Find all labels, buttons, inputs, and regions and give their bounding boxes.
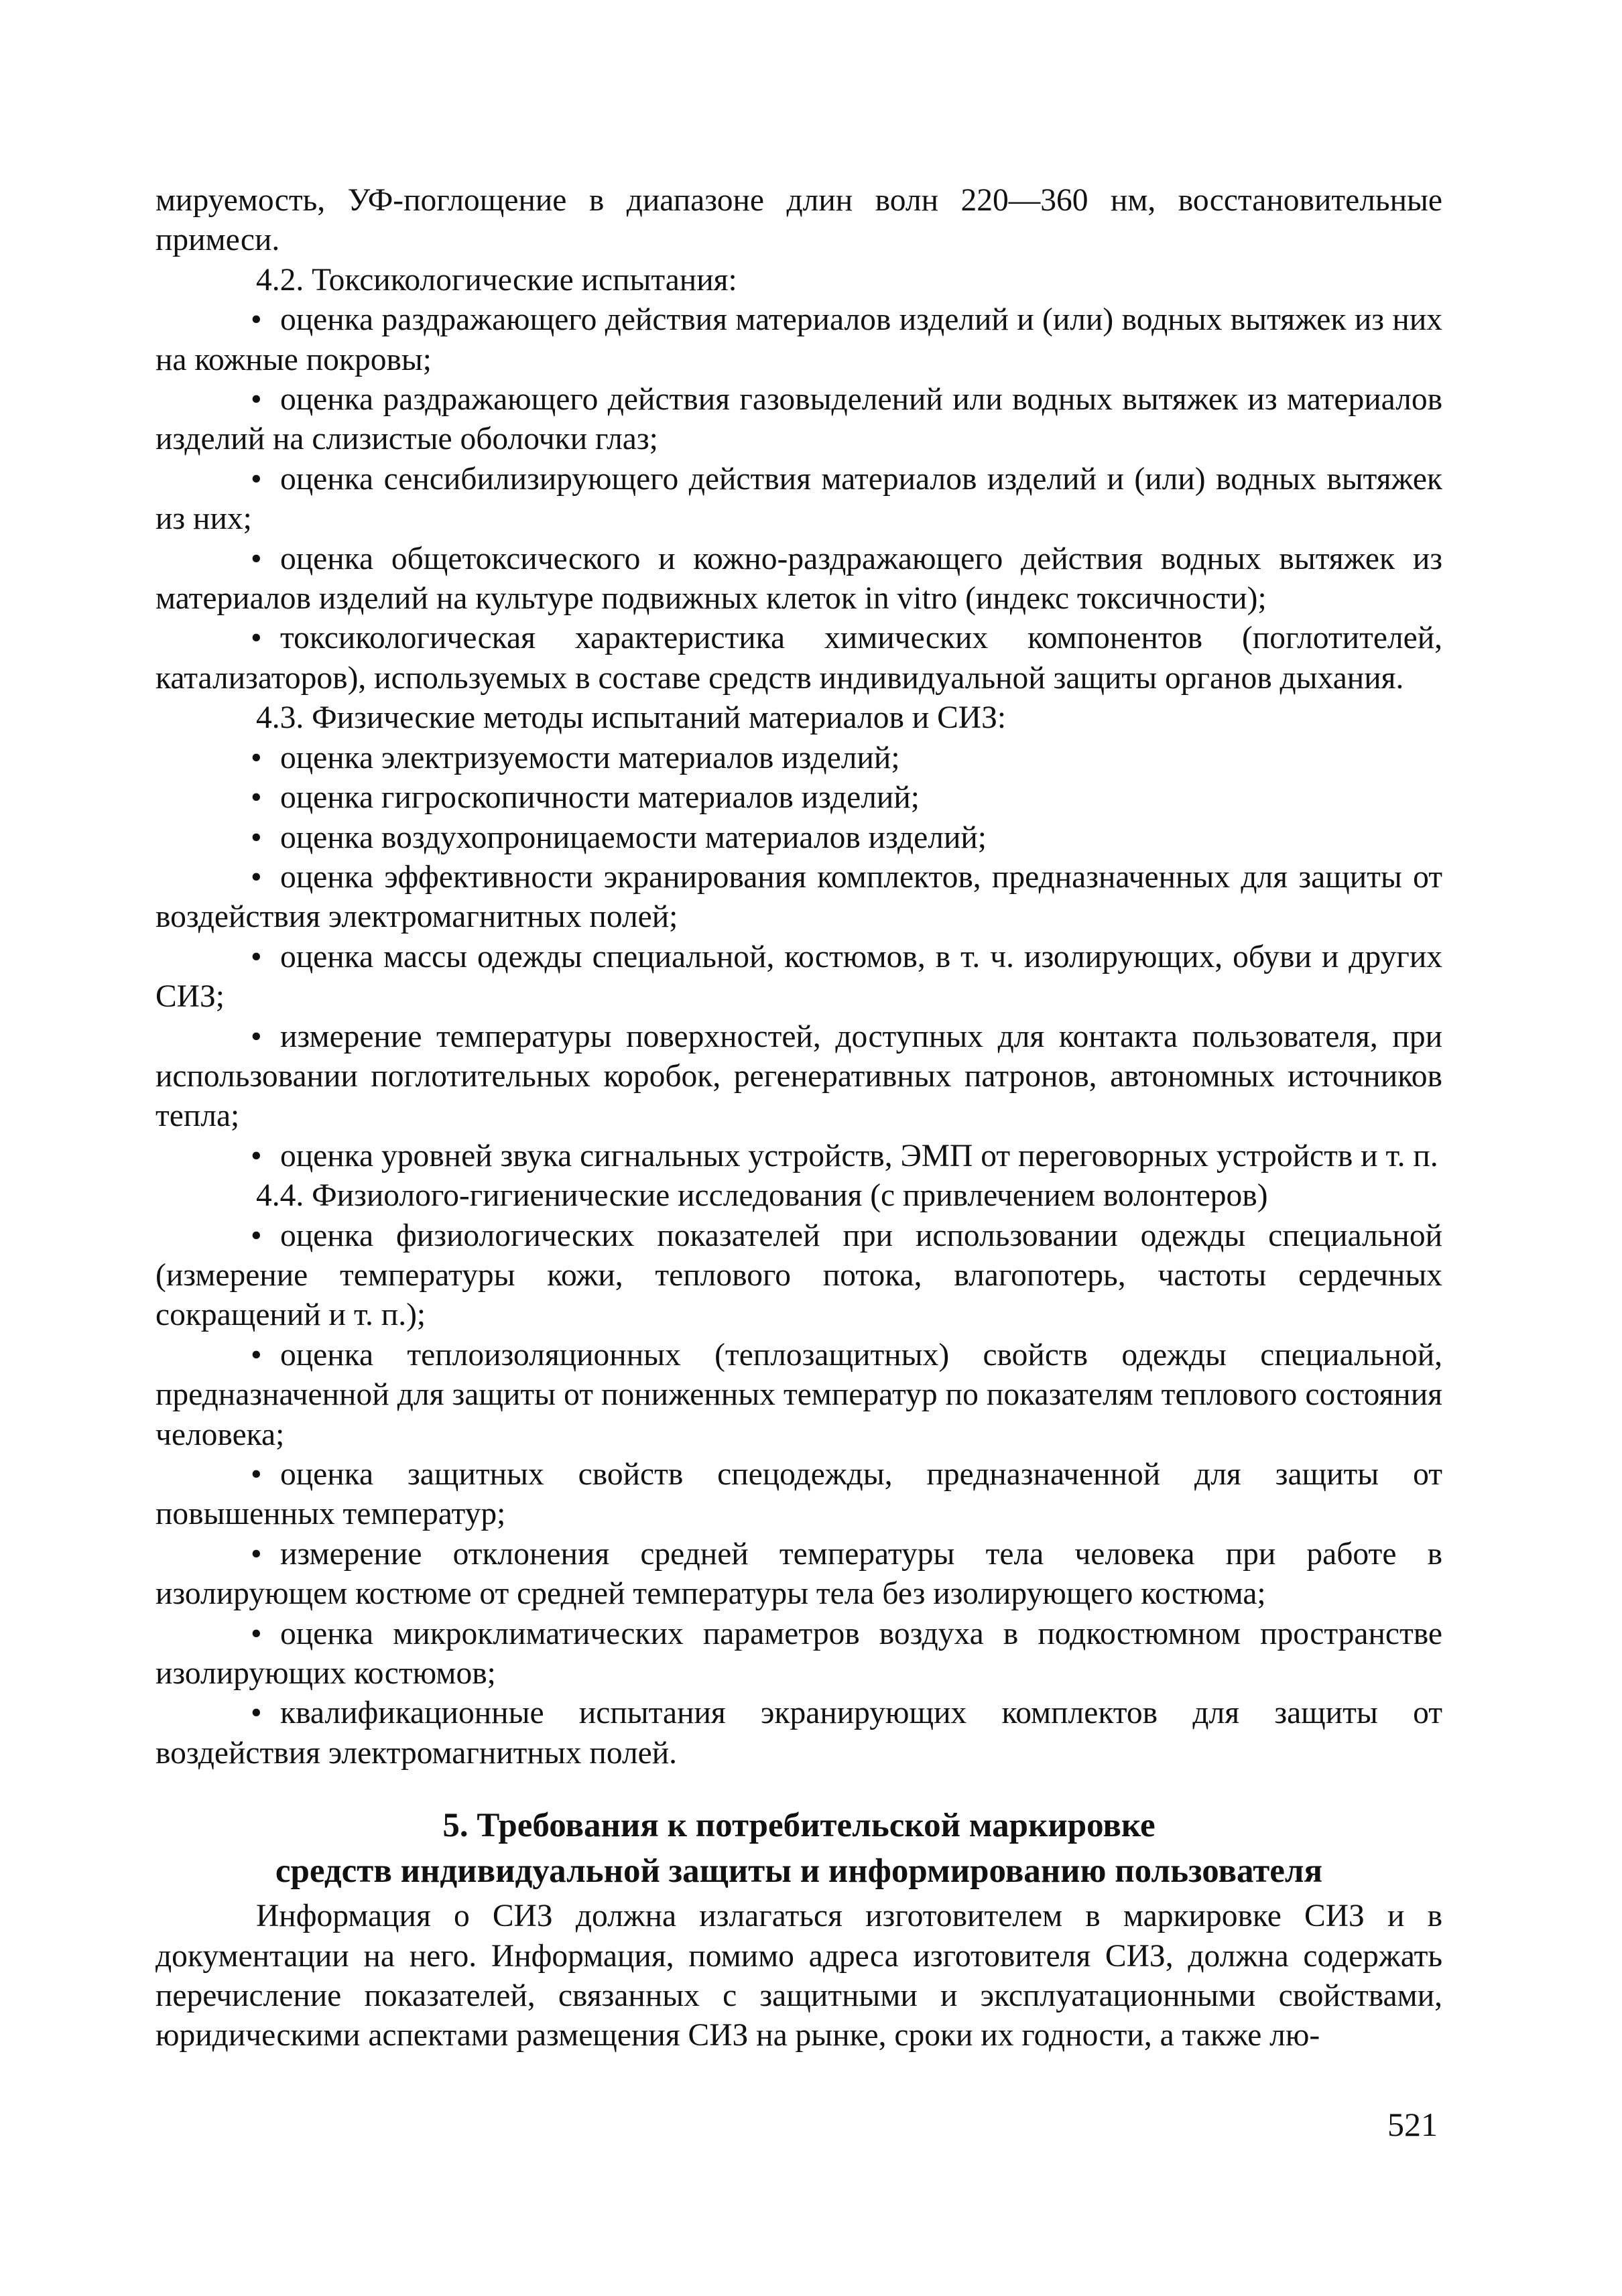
- list-item: [155, 778, 1442, 818]
- list-item: [155, 380, 1442, 460]
- list-item-text: оценка микроклиматических параметров воздуха в подкостюмном пространстве изолирующих костюмов;: [155, 1616, 1442, 1692]
- list-item: [155, 539, 1442, 619]
- bullet-icon: •: [251, 621, 262, 656]
- list-item-text: оценка теплоизоляционных (теплозащитных) свойств одежды специальной, предназначенной для защиты от пониженных температур по показателям теплового состояния человека;: [155, 1337, 1442, 1452]
- list-item: [155, 1017, 1442, 1137]
- list-item-text: оценка физиологических показателей при использовании одежды специальной (измерение температуры кожи, теплового потока, влагопотерь, частоты сердечных сокращений и т. п.);: [155, 1218, 1442, 1333]
- list-item: [155, 1216, 1442, 1336]
- bullet-icon: •: [251, 461, 262, 497]
- intro-paragraph: мируемость, УФ-поглощение в диапазоне длин волн 220—360 нм, восстановительные примеси.: [155, 183, 1442, 258]
- list-item-text: измерение отклонения средней температуры тела человека при работе в изолирующем костюме от средней температуры тела без изолирующего костюма;: [155, 1536, 1442, 1612]
- list-item: [155, 1535, 1442, 1614]
- list-item-text: оценка раздражающего действия газовыделений или водных вытяжек из материалов изделий на слизистые оболочки глаз;: [155, 382, 1442, 457]
- list-item-text: оценка эффективности экранирования комплектов, предназначенных для защиты от воздействия электромагнитных полей;: [155, 859, 1442, 935]
- list-item-text: измерение температуры поверхностей, доступных для контакта пользователя, при использовании поглотительных коробок, регенеративных патронов, автономных источников тепла;: [155, 1019, 1442, 1134]
- bullet-icon: •: [251, 780, 262, 816]
- section-4-2-title: 4.2. Токсикологические испытания:: [256, 262, 737, 298]
- bullet-icon: •: [251, 1337, 262, 1373]
- section-5-heading-line-2: средств индивидуальной защиты и информированию пользователя: [275, 1852, 1323, 1891]
- bullet-icon: •: [251, 1218, 262, 1253]
- list-item: [155, 818, 1442, 858]
- list-item: [155, 1336, 1442, 1455]
- list-item-text: оценка массы одежды специальной, костюмов, в т. ч. изолирующих, обуви и других СИЗ;: [155, 939, 1442, 1015]
- bullet-icon: •: [251, 1138, 262, 1173]
- section-4-3-title: 4.3. Физические методы испытаний материалов и СИЗ:: [256, 700, 1007, 736]
- page-number: 521: [1387, 2106, 1438, 2143]
- list-item-text: оценка раздражающего действия материалов изделий и (или) водных вытяжек из них на кожные покровы;: [155, 302, 1442, 377]
- list-item: [155, 1137, 1442, 1176]
- list-item: [155, 300, 1442, 380]
- list-item-text: оценка воздухопроницаемости материалов изделий;: [280, 820, 987, 855]
- section-5-paragraph: Информация о СИЗ должна излагаться изготовителем в маркировке СИЗ и в документации на него. Информация, помимо адреса изготовителя СИЗ, должна содержать перечисление показателей, связанных с защитными и эксплуатационными свойствами, юридическими аспектами размещения СИЗ на рынке, сроки их годности, а также лю-: [155, 1899, 1442, 2053]
- bullet-icon: •: [251, 1457, 262, 1492]
- bullet-icon: •: [251, 1536, 262, 1572]
- list-item: [155, 1694, 1442, 1773]
- list-item-text: оценка гигроскопичности материалов изделий;: [280, 780, 920, 816]
- list-item-text: токсикологическая характеристика химических компонентов (поглотителей, катализаторов), используемых в составе средств индивидуальной защиты органов дыхания.: [155, 621, 1442, 696]
- section-4-4-title: 4.4. Физиолого-гигиенические исследования (с привлечением волонтеров): [256, 1178, 1268, 1214]
- list-item: [155, 938, 1442, 1017]
- bullet-icon: •: [251, 1616, 262, 1651]
- page-body: [155, 181, 1442, 2056]
- list-item-text: квалификационные испытания экранирующих комплектов для защиты от воздействия электромагнитных полей.: [155, 1696, 1442, 1771]
- list-item: [155, 1614, 1442, 1694]
- list-item-text: оценка сенсибилизирующего действия материалов изделий и (или) водных вытяжек из них;: [155, 461, 1442, 537]
- list-item-text: оценка защитных свойств спецодежды, предназначенной для защиты от повышенных температур;: [155, 1457, 1442, 1532]
- bullet-icon: •: [251, 382, 262, 418]
- list-item: [155, 1455, 1442, 1535]
- bullet-icon: •: [251, 820, 262, 855]
- bullet-icon: •: [251, 302, 262, 338]
- bullet-icon: •: [251, 541, 262, 576]
- list-item: [155, 619, 1442, 698]
- list-item-text: оценка электризуемости материалов изделий;: [280, 740, 900, 775]
- section-5-heading-line-1: 5. Требования к потребительской маркировке: [442, 1807, 1156, 1845]
- bullet-icon: •: [251, 859, 262, 895]
- bullet-icon: •: [251, 1696, 262, 1731]
- list-item-text: оценка общетоксического и кожно-раздражающего действия водных вытяжек из материалов изделий на культуре подвижных клеток in vitro (индекс токсичности);: [155, 541, 1442, 617]
- list-item: [155, 739, 1442, 778]
- bullet-icon: •: [251, 740, 262, 775]
- bullet-icon: •: [251, 939, 262, 974]
- bullet-icon: •: [251, 1019, 262, 1054]
- list-item: [155, 858, 1442, 938]
- list-item: [155, 460, 1442, 539]
- spacer: [155, 1773, 1442, 1803]
- list-item-text: оценка уровней звука сигнальных устройств, ЭМП от переговорных устройств и т. п.: [280, 1138, 1438, 1173]
